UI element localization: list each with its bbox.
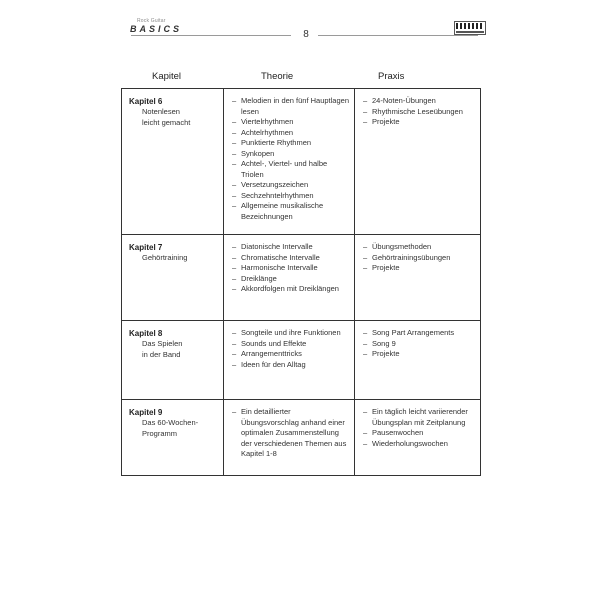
kapitel-cell: [122, 235, 224, 321]
theorie-item: – Achtel-, Viertel- und halbe Triolen: [232, 159, 350, 180]
praxis-item: – Projekte: [363, 349, 476, 360]
theorie-item: – Sechzehntelrhythmen: [232, 191, 350, 202]
praxis-cell: [355, 89, 481, 235]
theorie-item: – Achtelrhythmen: [232, 128, 350, 139]
page-header: [0, 0, 600, 50]
chapter-title: Kapitel 6: [129, 97, 163, 106]
theorie-item: – Punktierte Rhythmen: [232, 138, 350, 149]
theorie-item: – Melodien in den fünf Hauptlagen lesen: [232, 96, 350, 117]
praxis-item: – Rhythmische Leseübungen: [363, 107, 476, 118]
praxis-item: – Song 9: [363, 339, 476, 350]
theorie-item: – Arrangementtricks: [232, 349, 350, 360]
praxis-cell: [355, 235, 481, 321]
praxis-item: – Projekte: [363, 117, 476, 128]
kapitel-cell: [122, 89, 224, 235]
chapter-subtitle: in der Band: [142, 349, 181, 359]
table-row: [122, 89, 481, 235]
theorie-cell: [224, 321, 355, 400]
kapitel-cell: [122, 400, 224, 476]
praxis-item: – Song Part Arrangements: [363, 328, 476, 339]
theorie-item: – Songteile und ihre Funktionen: [232, 328, 350, 339]
theorie-cell: [224, 89, 355, 235]
theorie-item: – Dreiklänge: [232, 274, 350, 285]
praxis-item: – Gehörtrainingsübungen: [363, 253, 476, 264]
column-header-kapitel: Kapitel: [152, 71, 182, 82]
theorie-item: – Sounds und Effekte: [232, 339, 350, 350]
brand-title: BASICS: [130, 24, 183, 34]
chapter-subtitle: Notenlesen: [142, 107, 180, 116]
praxis-cell: [355, 400, 481, 476]
praxis-item: – Wiederholungswochen: [363, 439, 476, 450]
publisher-logo-icon: [454, 21, 486, 35]
header-rule-right: [318, 35, 478, 36]
praxis-item: – Pausenwochen: [363, 428, 476, 439]
column-header-theorie: Theorie: [261, 71, 294, 82]
praxis-item: – Übungsmethoden: [363, 242, 476, 253]
header-rule-left: [131, 35, 291, 36]
series-label: Rock Guitar: [137, 18, 166, 24]
table-row: [122, 321, 481, 400]
theorie-item: – Akkordfolgen mit Dreiklängen: [232, 284, 350, 295]
chapter-subtitle: Das Spielen: [142, 339, 183, 348]
theorie-cell: [224, 235, 355, 321]
chapter-subtitle: leicht gemacht: [142, 117, 191, 127]
column-headers: [120, 71, 480, 85]
theorie-item: – Synkopen: [232, 149, 350, 160]
chapter-subtitle: Programm: [142, 428, 178, 438]
column-header-praxis: Praxis: [378, 71, 405, 82]
page-number: 8: [303, 29, 309, 40]
theorie-item: – Viertelrhythmen: [232, 117, 350, 128]
theorie-item: – Chromatische Intervalle: [232, 253, 350, 264]
praxis-item: – 24-Noten-Übungen: [363, 96, 476, 107]
theorie-item: – Diatonische Intervalle: [232, 242, 350, 253]
chapter-title: Kapitel 7: [129, 243, 163, 252]
theorie-item: – Versetzungszeichen: [232, 180, 350, 191]
chapter-table: [121, 88, 481, 476]
table-row: [122, 235, 481, 321]
kapitel-cell: [122, 321, 224, 400]
theorie-item: – Ideen für den Alltag: [232, 360, 350, 371]
theorie-item: – Harmonische Intervalle: [232, 263, 350, 274]
table-row: [122, 400, 481, 476]
chapter-subtitle: Gehörtraining: [142, 253, 188, 262]
chapter-subtitle: Das 60-Wochen-: [142, 418, 199, 427]
theorie-item: – Allgemeine musikalische Bezeichnungen: [232, 201, 350, 222]
praxis-item: – Projekte: [363, 263, 476, 274]
praxis-item: – Ein täglich leicht variierender Übungsplan mit Zeitplanung: [363, 407, 476, 428]
theorie-item: – Ein detaillierter Übungsvorschlag anhand einer optimalen Zusammenstellung der verschiedenen Themen aus Kapitel 1-8: [232, 407, 350, 460]
praxis-cell: [355, 321, 481, 400]
chapter-title: Kapitel 9: [129, 408, 163, 417]
theorie-cell: [224, 400, 355, 476]
chapter-title: Kapitel 8: [129, 329, 163, 338]
